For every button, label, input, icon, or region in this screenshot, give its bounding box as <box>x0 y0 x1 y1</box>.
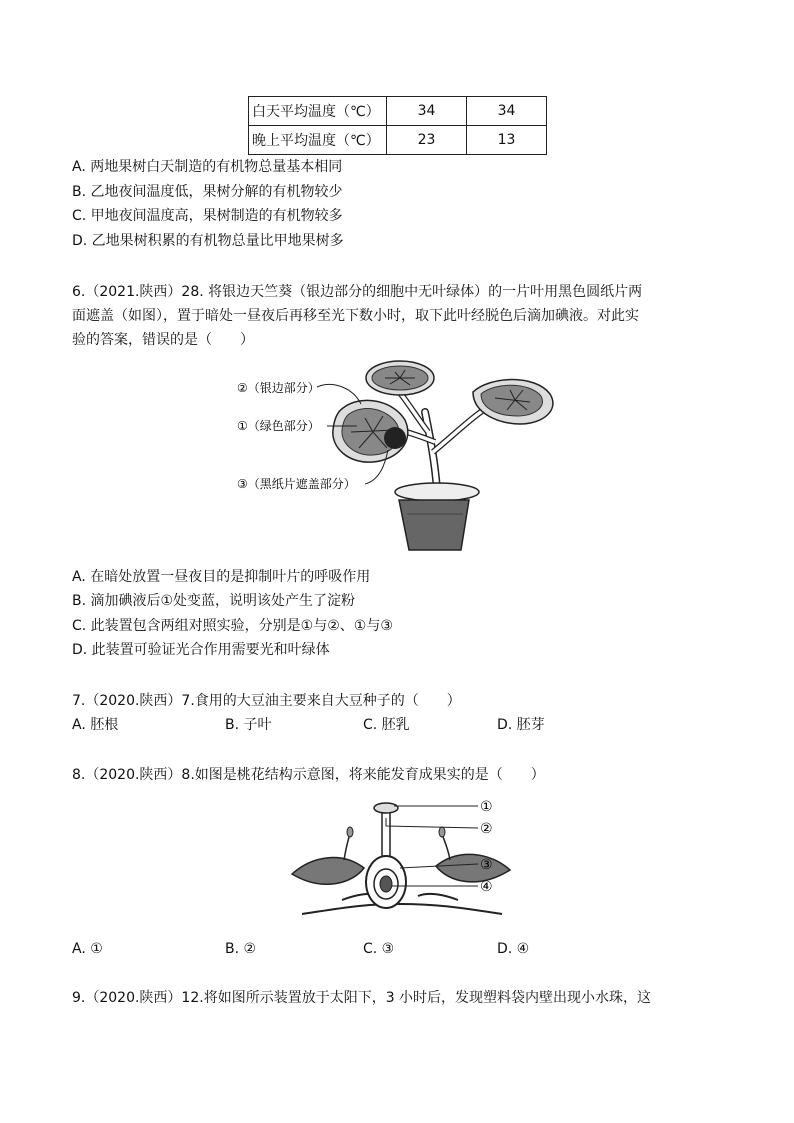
right-leaf <box>473 380 553 425</box>
label-covered-part: ③（黑纸片遮盖部分） <box>237 477 356 491</box>
q5-option-c: C. 甲地夜间温度高，果树制造的有机物较多 <box>72 208 343 224</box>
q5-option-a: A. 两地果树白天制造的有机物总量基本相同 <box>72 159 343 175</box>
table-row <box>249 97 547 126</box>
q6-option-b: B. 滴加碘液后①处变蓝，说明该处产生了淀粉 <box>72 593 356 609</box>
q7-option-c: C. 胚乳 <box>363 717 410 733</box>
q8-option-b: B. ② <box>225 941 257 957</box>
q5-option-b: B. 乙地夜间温度低，果树分解的有机物较少 <box>72 184 343 200</box>
q6-stem-line-2: 面遮盖（如图），置于暗处一昼夜后再移至光下数小时，取下此叶经脱色后滴加碘液。对此实 <box>72 308 639 324</box>
label-1: ① <box>480 799 493 815</box>
treated-leaf <box>333 400 408 462</box>
temperature-table <box>248 96 547 155</box>
table-cell-label: 白天平均温度（℃） <box>249 97 387 126</box>
table-cell-label: 晚上平均温度（℃） <box>249 126 387 155</box>
flower-pot <box>395 483 479 550</box>
peach-flower-figure <box>282 796 518 932</box>
q8-option-d: D. ④ <box>497 941 530 957</box>
table-row <box>249 126 547 155</box>
q6-option-a: A. 在暗处放置一昼夜目的是抑制叶片的呼吸作用 <box>72 569 371 585</box>
table-cell-value: 34 <box>467 97 547 126</box>
q6-stem-line-3: 验的答案，错误的是（ ） <box>72 332 254 348</box>
q5-option-d: D. 乙地果树积累的有机物总量比甲地果树多 <box>72 233 344 249</box>
table-cell-value: 13 <box>467 126 547 155</box>
q8-option-a: A. ① <box>72 941 103 957</box>
label-3: ③ <box>480 857 493 873</box>
q9-stem: 9.（2020.陕西）12.将如图所示装置放于太阳下，3 小时后，发现塑料袋内壁出现小水珠，这 <box>72 990 652 1006</box>
q6-option-d: D. 此装置可验证光合作用需要光和叶绿体 <box>72 642 330 658</box>
q8-stem: 8.（2020.陕西）8.如图是桃花结构示意图，将来能发育成果实的是（ ） <box>72 767 545 783</box>
table-cell-value: 23 <box>387 126 467 155</box>
label-2: ② <box>480 821 493 837</box>
ovule <box>380 876 392 892</box>
label-4: ④ <box>480 879 493 895</box>
petal-right <box>436 854 510 882</box>
black-paper-cover <box>384 427 406 449</box>
q7-option-b: B. 子叶 <box>225 717 272 733</box>
q7-option-a: A. 胚根 <box>72 717 119 733</box>
q8-option-c: C. ③ <box>363 941 395 957</box>
top-leaf <box>366 361 434 395</box>
geranium-plant-figure <box>225 352 565 558</box>
stigma <box>374 803 398 813</box>
q7-option-d: D. 胚芽 <box>497 717 545 733</box>
table-cell-value: 34 <box>387 97 467 126</box>
label-silver-edge: ②（银边部分） <box>237 381 320 395</box>
label-green-part: ①（绿色部分） <box>237 419 320 433</box>
q6-option-c: C. 此装置包含两组对照实验，分别是①与②、①与③ <box>72 618 393 634</box>
q7-stem: 7.（2020.陕西）7.食用的大豆油主要来自大豆种子的（ ） <box>72 693 461 709</box>
q6-stem-line-1: 6.（2021.陕西）28. 将银边天竺葵（银边部分的细胞中无叶绿体）的一片叶用黑色圆纸片两 <box>72 284 643 300</box>
petal-left <box>292 858 364 885</box>
